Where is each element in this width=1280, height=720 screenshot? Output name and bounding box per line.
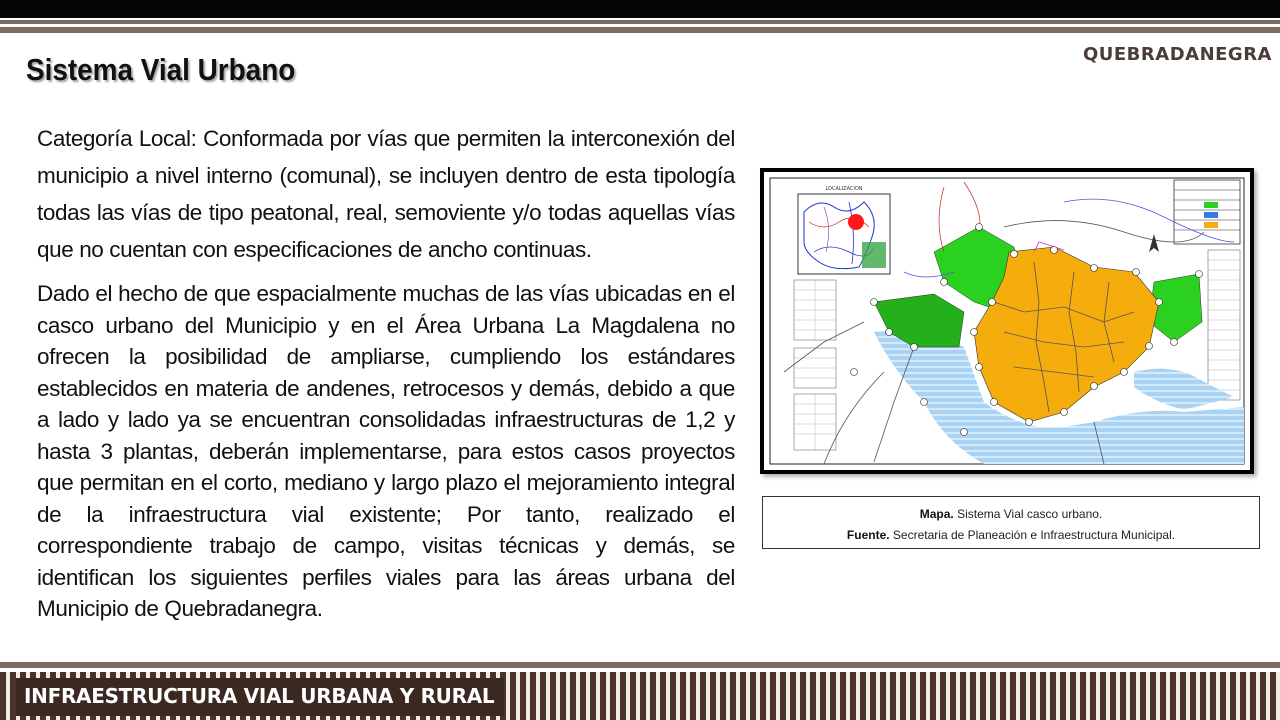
caption-source-text: Secretaria de Planeación e Infraestructura Municipal. [892,528,1176,542]
top-stripe-lower [0,27,1280,33]
caption-line-source [763,525,1259,546]
inset-label: LOCALIZACION [825,186,863,192]
brand-label: QUEBRADANEGRA [1082,44,1272,65]
top-stripe [0,20,1280,24]
paragraph-road-profiles: Dado el hecho de que espacialmente muchas de las vías ubicadas en el casco urbano del Municipio y en el Área Urbana La Magdalena no ofrecen la posibilidad de ampliarse, cumpliendo los estándares establecidos en materia de andenes, retrocesos y demás, debido a que a lado y lado ya se encuentran consolidadas infraestructuras de 1,2 y hasta 3 plantas, deberán implementarse, para estos casos proyectos que permitan en el corto, mediano y largo plazo el mejoramiento integral de la infraestructura vial existente; Por tanto, realizado el correspondiente trabajo de campo, visitas técnicas y demás, se identifican los siguientes perfiles viales para las áreas urbana del Municipio de Quebradanegra. [37,281,735,621]
caption-source-label: Fuente. [846,528,890,542]
top-bar [0,0,1280,18]
map-caption [762,496,1260,549]
map-image [760,168,1254,474]
caption-map-label: Mapa. [919,507,954,521]
footer-section-title: INFRAESTRUCTURA VIAL URBANA Y RURAL [16,678,504,716]
urban-road-map-icon [764,172,1250,470]
slide-title: Sistema Vial Urbano [26,52,296,87]
caption-line-map [763,504,1259,525]
caption-map-text: Sistema Vial casco urbano. [957,507,1103,521]
body-text [37,120,735,625]
paragraph-local-category: Categoría Local: Conformada por vías que permiten la interconexión del municipio a nivel interno (comunal), se incluyen dentro de esta tipología todas las vías de tipo peatonal, real, semoviente y/o todas aquellas vías que no cuentan con especificaciones de ancho continuas. [37,126,735,262]
bottom-stripe [0,662,1280,668]
